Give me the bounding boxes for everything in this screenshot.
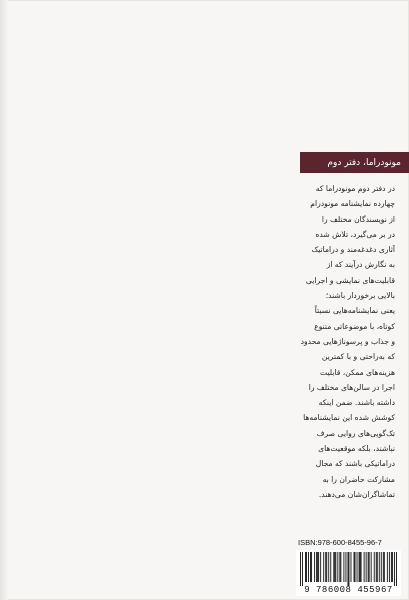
blurb-line: یعنی نمایشنامه‌هایی نسبتاً xyxy=(314,306,395,316)
blurb-line: تماشاگران‌شان می‌دهند. xyxy=(318,489,395,499)
barcode-bar xyxy=(345,552,346,582)
barcode-bar xyxy=(311,552,312,582)
barcode-bar xyxy=(359,552,360,582)
barcode-bar xyxy=(310,552,311,582)
barcode-bar xyxy=(374,552,375,582)
barcode-bar xyxy=(306,552,307,582)
barcode-bar xyxy=(333,552,334,582)
blurb-line: و جذاب و پرسوناژهایی محدود xyxy=(300,336,395,346)
barcode-bar xyxy=(392,552,393,582)
barcode-bar xyxy=(314,552,315,582)
barcode-bar xyxy=(308,552,309,582)
barcode-bar xyxy=(318,552,319,582)
blurb-line: مشارکت حاضران را به xyxy=(322,474,395,484)
barcode-bar xyxy=(391,552,392,582)
barcode-bar xyxy=(349,552,350,586)
barcode-bar xyxy=(325,552,326,582)
barcode-bar xyxy=(316,552,317,582)
barcode-bar xyxy=(364,552,365,582)
barcode-bar xyxy=(357,552,358,582)
blurb-line: چهارده نمایشنامه مونودرام xyxy=(310,199,395,209)
barcode-bar xyxy=(305,552,306,582)
barcode-bar xyxy=(343,552,344,582)
barcode-bar xyxy=(330,552,331,582)
barcode-bar xyxy=(328,552,329,582)
blurb-line: داشته باشند. ضمن اینکه xyxy=(318,398,395,408)
isbn-label: ISBN:978-600-8455-96-7 xyxy=(298,538,382,547)
blurb-line: در دفتر دوم مونودراما که xyxy=(315,184,395,193)
blurb-line: قابلیت‌های نمایشی و اجرایی xyxy=(305,275,395,285)
barcode-bars xyxy=(300,552,397,586)
barcode-bar xyxy=(371,552,372,582)
title-banner xyxy=(300,152,409,173)
barcode-bar xyxy=(389,552,390,582)
blurb-line: کوتاه، با موضوعاتی متنوع xyxy=(314,321,395,331)
barcode-bar xyxy=(360,552,361,582)
barcode-bar xyxy=(320,552,321,582)
barcode-bar xyxy=(351,552,352,582)
blurb-line: دراماتیکی باشند که مجال xyxy=(315,459,395,469)
barcode-bar xyxy=(340,552,341,582)
barcode-bar xyxy=(347,552,348,586)
barcode-bar xyxy=(394,552,395,586)
barcode-bar xyxy=(355,552,356,582)
cover-edge-shadow xyxy=(0,0,8,600)
blurb-line: تک‌گویی‌های روایی صرف xyxy=(316,428,395,438)
barcode-bar xyxy=(396,552,397,586)
barcode-bar xyxy=(387,552,388,582)
barcode-bar xyxy=(369,552,370,582)
barcode-bar xyxy=(354,552,355,582)
blurb-text xyxy=(236,181,395,502)
barcode-bar xyxy=(337,552,338,582)
barcode-bar xyxy=(302,552,303,586)
barcode-bar xyxy=(361,552,362,582)
blurb-line: از نویسندگان مختلف را xyxy=(321,214,395,224)
barcode-digits: 9 786008 455967 xyxy=(304,585,393,595)
barcode-bar xyxy=(379,552,380,582)
blurb-line: به نگارش درآیند که از xyxy=(326,260,395,270)
barcode-bar xyxy=(384,552,385,582)
barcode-bar xyxy=(335,552,336,582)
barcode-bar xyxy=(323,552,324,582)
barcode-bar xyxy=(383,552,384,582)
barcode-bar xyxy=(366,552,367,582)
barcode-bar xyxy=(339,552,340,582)
barcode-bar xyxy=(376,552,377,582)
barcode-bar xyxy=(300,552,301,586)
blurb-line: که به‌راحتی و با کمترین xyxy=(321,352,395,362)
barcode-bar xyxy=(377,552,378,582)
barcode-bar xyxy=(368,552,369,582)
barcode-bar xyxy=(334,552,335,582)
barcode xyxy=(296,550,401,596)
blurb-line: هزینه‌های ممکن، قابلیت xyxy=(320,367,395,377)
blurb-line: کوشش شده این نمایشنامه‌ها xyxy=(303,413,395,423)
barcode-bar xyxy=(317,552,318,582)
barcode-bar xyxy=(381,552,382,582)
barcode-bar xyxy=(326,552,327,582)
blurb-line: در بر می‌گیرد، تلاش شده xyxy=(315,229,395,239)
blurb-line: آثاری دغدغه‌مند و دراماتیک xyxy=(311,245,395,255)
blurb-line: اجرا در سالن‌های مختلف را xyxy=(308,382,395,392)
book-title: مونودراما، دفتر دوم xyxy=(327,157,401,168)
blurb-line: نباشند، بلکه موقعیت‌های xyxy=(318,444,395,454)
blurb-line: بالایی برخوردار باشند؛ xyxy=(325,291,395,301)
